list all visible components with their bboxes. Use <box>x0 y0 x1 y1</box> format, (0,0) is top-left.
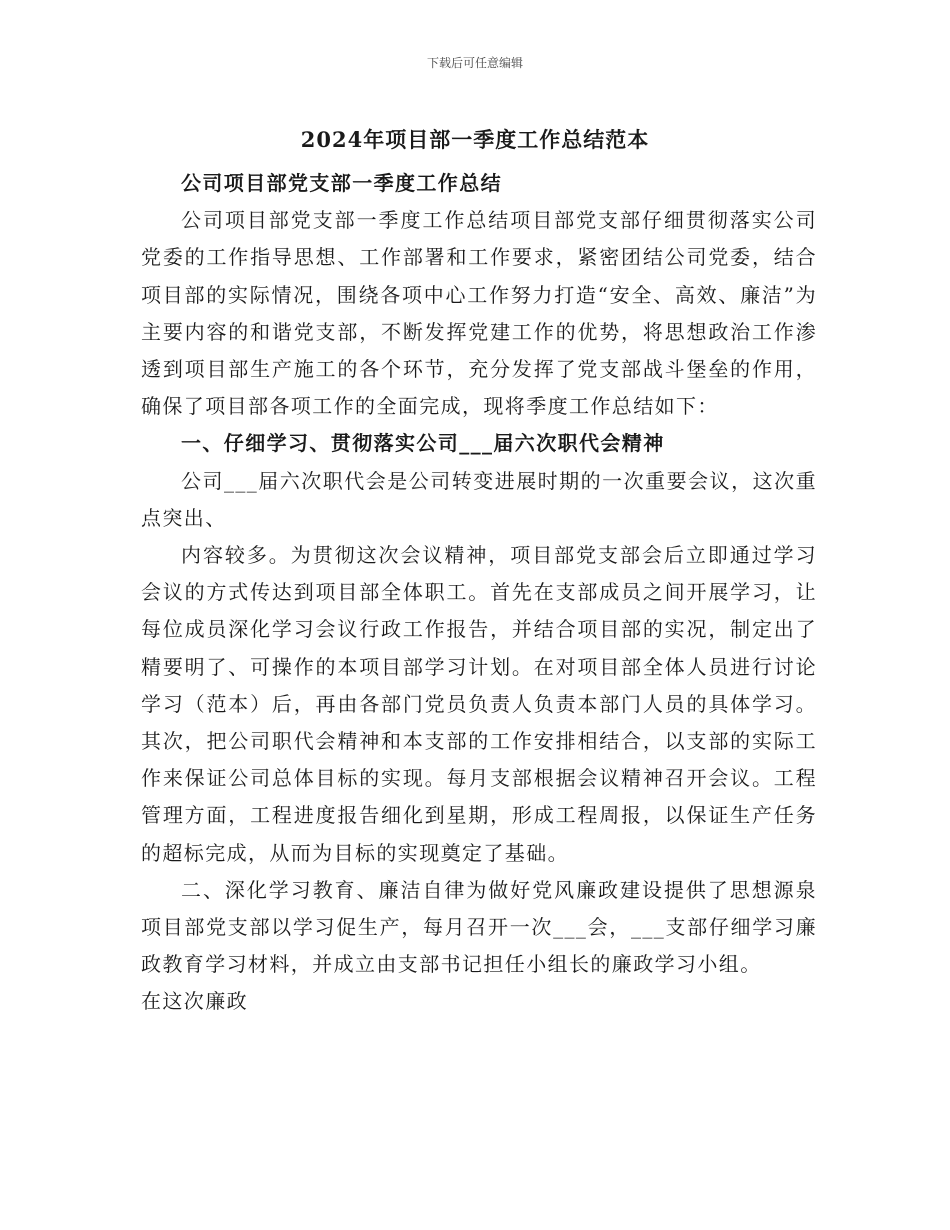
document-subtitle: 公司项目部党支部一季度工作总结 <box>181 171 502 195</box>
document-body <box>141 165 817 1021</box>
section-1-paragraph-2: 内容较多。为贯彻这次会议精神，项目部党支部会后立即通过学习会议的方式传达到项目部全体职工。首先在支部成员之间开展学习，让每位成员深化学习会议行政工作报告，并结合项目部的实况，制定出了精要明了、可操作的本项目部学习计划。在对项目部全体人员进行讨论学习（范本）后，再由各部门党员负责人负责本部门人员的具体学习。其次，把公司职代会精神和本支部的工作安排相结合，以支部的实际工作来保证公司总体目标的实现。每月支部根据会议精神召开会议。工程管理方面，工程进度报告细化到星期，形成工程周报，以保证生产任务的超标完成，从而为目标的实现奠定了基础。 <box>141 543 817 865</box>
intro-paragraph: 公司项目部党支部一季度工作总结项目部党支部仔细贯彻落实公司党委的工作指导思想、工作部署和工作要求，紧密团结公司党委，结合项目部的实际情况，围绕各项中心工作努力打造“安全、高效、廉洁”为主要内容的和谐党支部，不断发挥党建工作的优势，将思想政治工作渗透到项目部生产施工的各个环节，充分发挥了党支部战斗堡垒的作用，确保了项目部各项工作的全面完成，现将季度工作总结如下： <box>141 208 817 419</box>
section-2-paragraph: 二、深化学习教育、廉洁自律为做好党风廉政建设提供了思想源泉项目部党支部以学习促生产，每月召开一次___会，___支部仔细学习廉政教育学习材料，并成立由支部书记担任小组长的廉政学习小组。 <box>141 877 817 977</box>
section-1-heading: 一、仔细学习、贯彻落实公司___届六次职代会精神 <box>181 431 665 456</box>
section-2-paragraph-continuation: 在这次廉政 <box>141 989 248 1014</box>
section-1-paragraph-1: 公司___届六次职代会是公司转变进展时期的一次重要会议，这次重点突出、 <box>141 468 817 530</box>
header-note: 下载后可任意编辑 <box>426 56 523 70</box>
document-title: 2024年项目部一季度工作总结范本 <box>300 127 650 152</box>
